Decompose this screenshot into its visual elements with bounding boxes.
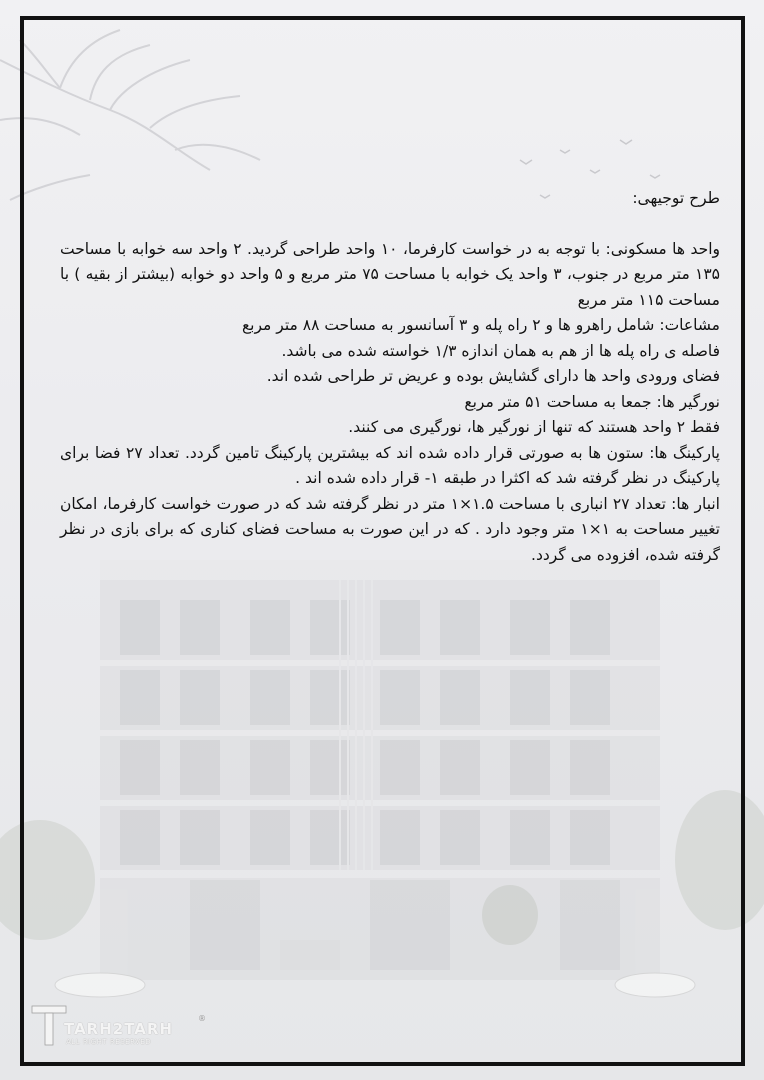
tarh2tarh-logo [30, 1000, 206, 1052]
paragraph-common-areas: مشاعات: شامل راهرو ها و ۲ راه پله و ۳ آسانسور به مساحت ۸۸ متر مربع [241, 316, 720, 334]
paragraph-light-wells: نورگیر ها: جمعا به مساحت ۵۱ متر مربع [464, 392, 720, 411]
paragraph-parking: پارکینگ ها: ستون ها به صورتی قرار داده شده اند که بیشترین پارکینگ تامین گردد. تعداد ۲۷ فضا برای پارکینگ در نظر گرفته شد که اکثرا در طبقه ۱- قرار داده شده اند . [60, 443, 720, 487]
paragraph-light-well-units: فقط ۲ واحد هستند که تنها از نورگیر ها، نورگیری می کنند. [348, 418, 720, 436]
description-heading: طرح توجیهی: [632, 189, 720, 207]
paragraph-residential-units: واحد ها مسکونی: با توجه به در خواست کارفرما، ۱۰ واحد طراحی گردید. ۲ واحد سه خوابه با مساحت ۱۳۵ متر مربع در جنوب، ۳ واحد یک خوابه با مساحت ۷۵ متر مربع و ۵ واحد دو خوابه (بیشتر از بقیه ) با مساحت ۱۱۵ متر مربع [60, 239, 721, 309]
logo-t-mark-icon [30, 1002, 68, 1048]
paragraph-storage: انبار ها: تعداد ۲۷ انباری با مساحت ۱.۵×۱ متر در نظر گرفته شد که در صورت خواست کارفرما، امکان تغییر مساحت به ۱×۱ متر وجود دارد . که در این صورت به مساحت فضای کناری که برای بازی در نظر گرفته شده، افزوده می گردد. [60, 494, 720, 564]
description-text [60, 186, 720, 568]
registered-mark: ® [198, 1014, 206, 1023]
paragraph-unit-entrances: فضای ورودی واحد ها دارای گشایش بوده و عریض تر طراحی شده اند. [266, 367, 720, 385]
logo-tagline: ALL RIGHT RESERVED [66, 1038, 152, 1046]
logo-name: TARH2TARH [64, 1020, 173, 1038]
paragraph-stair-distance: فاصله ی راه پله ها از هم به همان اندازه ۱/۳ خواسته شده می باشد. [281, 341, 720, 360]
